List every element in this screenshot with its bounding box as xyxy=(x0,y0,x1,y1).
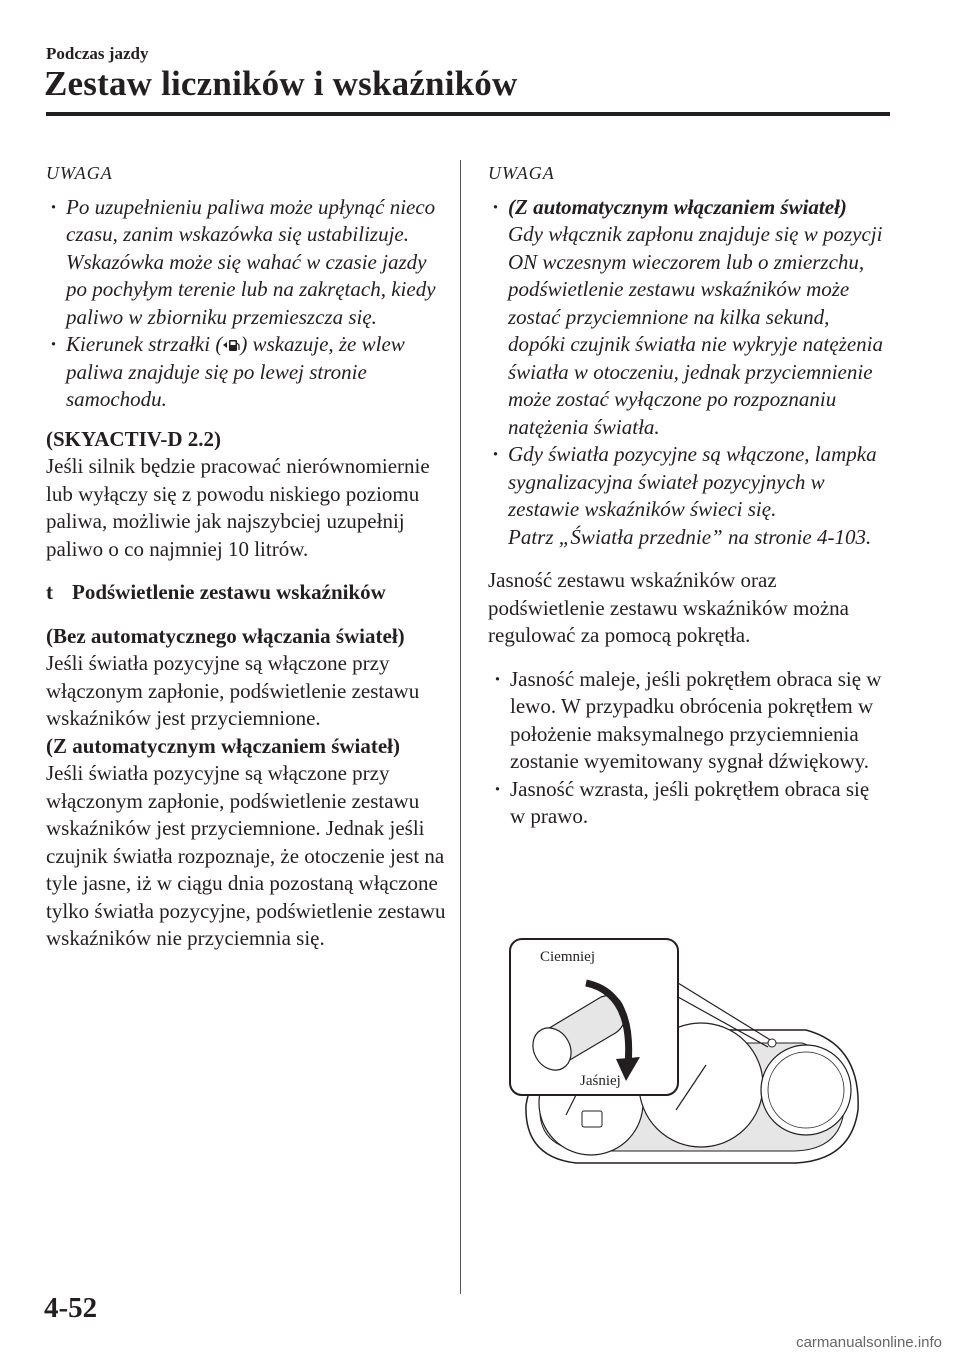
no-auto-heading: (Bez automatycznego włączania świateł) xyxy=(46,623,405,648)
section-heading-text: Podświetlenie zestawu wskaźników xyxy=(72,580,386,604)
no-auto-text: Jeśli światła pozycyjne są włączone przy włączonym zapłonie, podświetlenie zestawu wskaźników jest przyciemnione. xyxy=(46,651,420,730)
column-divider xyxy=(460,160,461,1294)
note-item-text: Gdy światła pozycyjne są włączone, lampka sygnalizacyjna świateł pozycyjnych w zestawie wskaźników świeci się. xyxy=(508,442,877,521)
section-label: Podczas jazdy xyxy=(46,44,149,63)
note-arrow-text-after: ) wskazuje, że wlew paliwa znajduje się po lewej stronie samochodu. xyxy=(66,332,405,411)
fuel-arrow-icon xyxy=(222,337,240,353)
label-brighter: Jaśniej xyxy=(580,1073,621,1089)
note-item xyxy=(46,194,446,332)
note-arrow-text-before: Kierunek strzałki ( xyxy=(66,332,223,356)
label-darker: Ciemniej xyxy=(540,949,595,965)
note-item-text: Gdy włącznik zapłonu znajduje się w pozycji ON wczesnym wieczorem lub o zmierzchu, podświetlenie zestawu wskaźników może zostać przyciemnione na kilka sekund, dopóki czujnik światła nie wykryje natężenia światła w otoczeniu, jednak przyciemnienie może zostać wyłączone po rozpoznaniu natężenia światła. xyxy=(508,222,884,439)
gauge-right xyxy=(761,1045,851,1135)
note-heading: UWAGA xyxy=(488,163,555,183)
note-item-bold: (Z automatycznym włączaniem świateł) xyxy=(508,194,847,219)
brightness-list xyxy=(488,666,888,831)
list-item xyxy=(488,776,888,831)
note-item-reference: Patrz „Światła przednie” na stronie 4-103. xyxy=(508,524,872,549)
section-heading xyxy=(46,579,446,607)
auto-heading: (Z automatycznym włączaniem świateł) xyxy=(46,733,401,758)
skyactiv-heading: (SKYACTIV-D 2.2) xyxy=(46,426,222,451)
left-column xyxy=(46,160,446,953)
right-column xyxy=(488,160,888,831)
dimmer-knob-illustration xyxy=(506,935,866,1165)
auto-text: Jeśli światła pozycyjne są włączone przy włączonym zapłonie, podświetlenie zestawu wskaźników jest przyciemnione. Jednak jeśli czujnik światła rozpoznaje, że otoczenie jest na tyle jasne, iż w ciągu dnia pozostaną włączone tylko światła pozycyjne, podświetlenie zestawu wskaźników nie przyciemnia się. xyxy=(46,761,446,950)
list-item xyxy=(488,666,888,776)
note-list xyxy=(488,194,888,552)
note-item xyxy=(488,441,888,551)
list-item-text: Jasność maleje, jeśli pokrętłem obraca się w lewo. W przypadku obrócenia pokrętłem w położenie maksymalnego przyciemnienia zostanie wyemitowany sygnał dźwiękowy. xyxy=(510,666,882,773)
note-list xyxy=(46,194,446,414)
skyactiv-text: Jeśli silnik będzie pracować nierównomiernie lub wyłączy się z powodu niskiego poziomu paliwa, możliwie jak najszybciej uzupełnij paliwo o co najmniej 10 litrów. xyxy=(46,454,430,561)
note-item xyxy=(46,331,446,414)
note-item-text: Po uzupełnieniu paliwa może upłynąć nieco czasu, zanim wskazówka się ustabilizuje. Wskazówka może się wahać w czasie jazdy po pochyłym terenie lub na zakrętach, kiedy paliwo w zbiorniku przemieszcza się. xyxy=(66,194,436,329)
page-title: Zestaw liczników i wskaźników xyxy=(44,64,518,103)
section-marker-icon: t xyxy=(46,580,53,604)
note-heading: UWAGA xyxy=(46,163,113,183)
note-item xyxy=(488,194,888,442)
brightness-text: Jasność zestawu wskaźników oraz podświetlenie zestawu wskaźników można regulować za pomocą pokrętła. xyxy=(488,568,849,647)
list-item-text: Jasność wzrasta, jeśli pokrętłem obraca się w prawo. xyxy=(510,776,870,828)
title-rule xyxy=(46,112,890,116)
watermark: carmanualsonline.info xyxy=(796,1334,942,1351)
page-number: 4-52 xyxy=(44,1292,98,1324)
